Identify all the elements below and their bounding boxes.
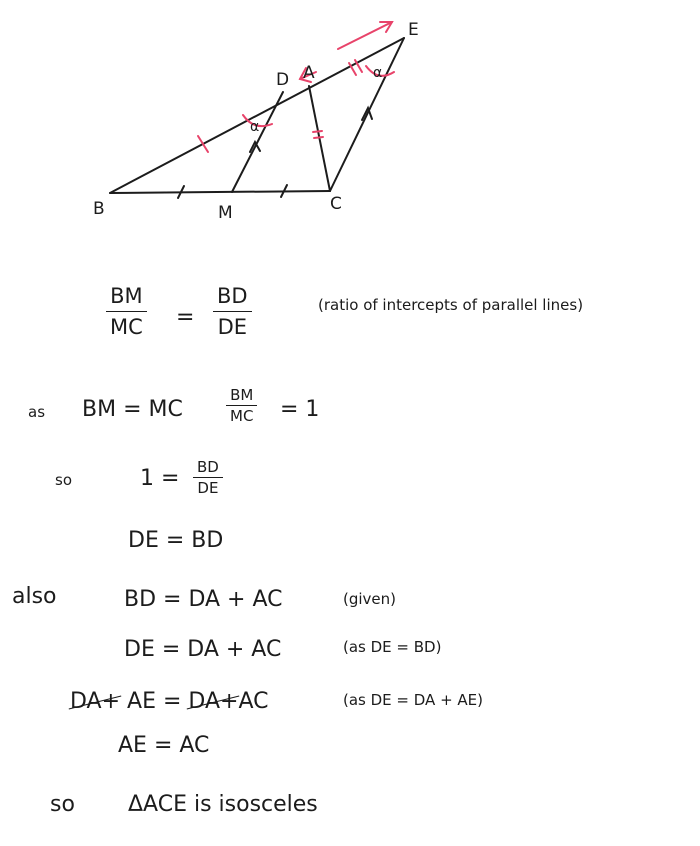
cancelled-term: DA+ (188, 689, 239, 714)
step6-mid: AE = (120, 689, 189, 714)
ratio-note: (ratio of intercepts of parallel lines) (318, 296, 584, 314)
step1-rhs: = 1 (280, 397, 320, 422)
line-ce (330, 38, 404, 191)
point-label-a: A (303, 63, 315, 83)
point-label-e: E (408, 20, 419, 40)
step2-fraction (193, 458, 223, 497)
step4-text: BD = DA + AC (124, 587, 283, 612)
point-label-b: B (93, 199, 105, 219)
fraction-numerator: BM (106, 284, 147, 312)
step2-lhs: 1 = (140, 466, 180, 491)
triangle-diagram (0, 0, 700, 240)
cancelled-term: DA+ (70, 689, 121, 714)
fraction-denominator: DE (217, 315, 248, 339)
point-label-d: D (276, 70, 290, 90)
fraction-bd-de (213, 284, 252, 339)
fraction-denominator: MC (110, 315, 143, 339)
fraction-numerator: BM (226, 386, 257, 406)
step6-end: AC (238, 689, 269, 714)
step2-word: so (55, 471, 72, 489)
step5-note: (as DE = BD) (343, 638, 442, 656)
red-tick-bd (198, 136, 208, 152)
step3-text: DE = BD (128, 528, 224, 553)
fraction-bm-mc (106, 284, 147, 339)
line-md (232, 92, 283, 192)
point-label-m: M (218, 203, 233, 223)
conclusion-word: so (50, 792, 75, 817)
step1-lhs: BM = MC (82, 397, 183, 422)
step1-fraction (226, 386, 257, 425)
step7-text: AE = AC (118, 733, 210, 758)
step6-note: (as DE = DA + AE) (343, 691, 484, 709)
step5-text: DE = DA + AC (124, 637, 282, 662)
angle-label-d: α (250, 119, 260, 135)
line-bc (110, 191, 330, 193)
line-ac (309, 86, 330, 191)
step6-text (70, 689, 269, 714)
fraction-denominator: DE (197, 479, 219, 497)
ratio-equals: = (176, 305, 195, 330)
red-tick-ac-2 (314, 137, 323, 138)
fraction-numerator: BD (193, 458, 223, 478)
step4-word: also (12, 584, 57, 609)
fraction-numerator: BD (213, 284, 252, 312)
arrow-toward-e (338, 22, 392, 49)
step1-word: as (28, 403, 46, 421)
step4-note: (given) (343, 590, 397, 608)
fraction-denominator: MC (230, 407, 254, 425)
red-tick-ac-1 (313, 131, 322, 132)
line-be (110, 38, 404, 193)
point-label-c: C (330, 194, 342, 214)
conclusion-text: ΔACE is isosceles (128, 792, 318, 817)
angle-label-e: α (373, 65, 383, 81)
